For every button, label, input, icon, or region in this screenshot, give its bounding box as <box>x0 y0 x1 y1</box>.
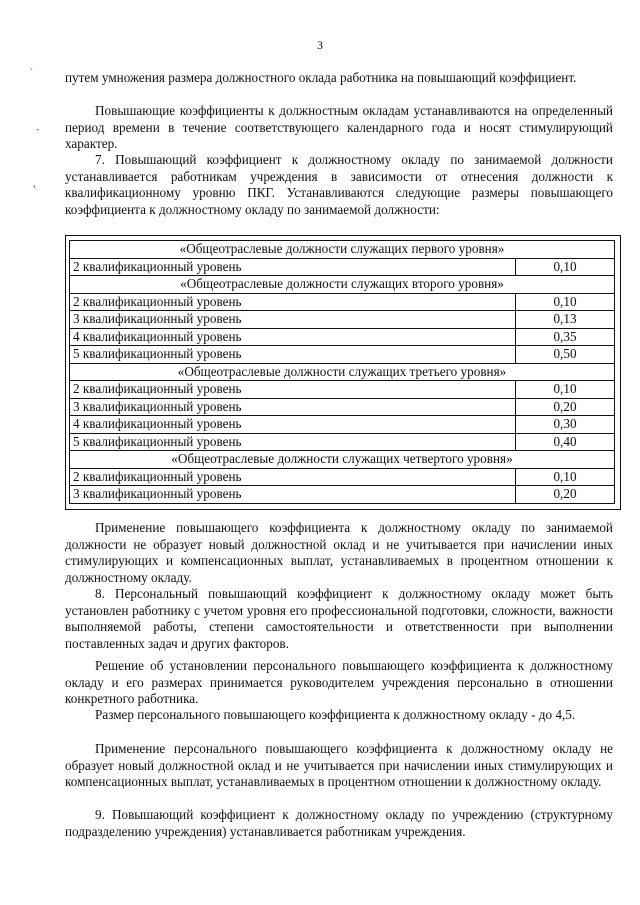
table-row <box>70 328 615 346</box>
paragraph-item-7: 7. Повышающий коэффициент к должностному окладу по занимаемой должности устанавливается работникам учреждения в зависимости от отнесения должности к квалификационному уровню ПКГ. Устанавливаются следующие размеры повышающего коэффициента к должностному окладу по занимаемой должности: <box>65 152 613 217</box>
coefficient-value: 0,10 <box>516 293 615 311</box>
paragraph-decision: Решение об установлении персонального повышающего коэффициента к должностному окладу и его размерах принимается руководителем учреждения персонально в отношении конкретного работника. <box>65 658 613 706</box>
qualification-level: 5 квалификационный уровень <box>70 433 516 451</box>
coefficient-table <box>69 240 615 504</box>
qualification-level: 3 квалификационный уровень <box>70 311 516 329</box>
table-row <box>70 468 615 486</box>
coefficient-value: 0,10 <box>516 381 615 399</box>
coefficient-value: 0,10 <box>516 258 615 276</box>
table-group-row <box>70 241 615 259</box>
table-group-row <box>70 276 615 294</box>
coefficient-value: 0,20 <box>516 398 615 416</box>
paragraph-item-9: 9. Повышающий коэффициент к должностному окладу по учреждению (структурному подразделению учреждения) устанавливается работникам учреждения. <box>65 807 613 839</box>
coefficient-value: 0,50 <box>516 346 615 364</box>
scan-mark: - <box>36 124 39 134</box>
qualification-level: 4 квалификационный уровень <box>70 416 516 434</box>
table-row <box>70 311 615 329</box>
table-row <box>70 398 615 416</box>
qualification-level: 2 квалификационный уровень <box>70 381 516 399</box>
paragraph-application-personal: Применение персонального повышающего коэффициента к должностному окладу не образует новый должностной оклад и не учитывается при начислении иных стимулирующих и компенсационных выплат, устанавливаемых в процентном отношении к должностному окладу. <box>65 741 613 789</box>
coefficient-table-frame <box>65 235 621 510</box>
qualification-level: 3 квалификационный уровень <box>70 486 516 504</box>
qualification-level: 4 квалификационный уровень <box>70 328 516 346</box>
group-title: «Общеотраслевые должности служащих второго уровня» <box>70 276 615 294</box>
qualification-level: 2 квалификационный уровень <box>70 293 516 311</box>
coefficient-value: 0,20 <box>516 486 615 504</box>
table-row <box>70 346 615 364</box>
page-number: 3 <box>317 38 323 52</box>
table-row <box>70 433 615 451</box>
paragraph-item-8: 8. Персональный повышающий коэффициент к должностному окладу может быть установлен работнику с учетом уровня его профессиональной подготовки, сложности, важности выполняемой работы, степени самостоятельности и ответственности при выполнении поставленных задач и других факторов. <box>65 586 613 651</box>
table-group-row <box>70 451 615 469</box>
coefficient-value: 0,30 <box>516 416 615 434</box>
table-row <box>70 486 615 504</box>
group-title: «Общеотраслевые должности служащих третьего уровня» <box>70 363 615 381</box>
group-title: «Общеотраслевые должности служащих первого уровня» <box>70 241 615 259</box>
table-row <box>70 293 615 311</box>
scan-mark: ˏ <box>30 60 33 70</box>
coefficient-value: 0,10 <box>516 468 615 486</box>
table-group-row <box>70 363 615 381</box>
table-row <box>70 258 615 276</box>
qualification-level: 3 квалификационный уровень <box>70 398 516 416</box>
table-row <box>70 381 615 399</box>
paragraph-continuation: путем умножения размера должностного оклада работника на повышающий коэффициент. <box>65 70 577 85</box>
qualification-level: 5 квалификационный уровень <box>70 346 516 364</box>
coefficient-value: 0,40 <box>516 433 615 451</box>
paragraph-coefficients-period: Повышающие коэффициенты к должностным окладам устанавливаются на определенный период времени в течение соответствующего календарного года и носят стимулирующий характер. <box>65 103 613 151</box>
paragraph-personal-size: Размер персонального повышающего коэффициента к должностному окладу - до 4,5. <box>95 707 576 722</box>
qualification-level: 2 квалификационный уровень <box>70 468 516 486</box>
paragraph-application-position: Применение повышающего коэффициента к должностному окладу по занимаемой должности не образует новый должностной оклад и не учитывается при начислении иных стимулирующих и компенсационных выплат, устанавливаемых в процентном отношении к должностному окладу. <box>65 520 613 585</box>
qualification-level: 2 квалификационный уровень <box>70 258 516 276</box>
coefficient-value: 0,13 <box>516 311 615 329</box>
group-title: «Общеотраслевые должности служащих четвертого уровня» <box>70 451 615 469</box>
table-row <box>70 416 615 434</box>
scan-mark: ‹ <box>33 181 36 191</box>
coefficient-value: 0,35 <box>516 328 615 346</box>
